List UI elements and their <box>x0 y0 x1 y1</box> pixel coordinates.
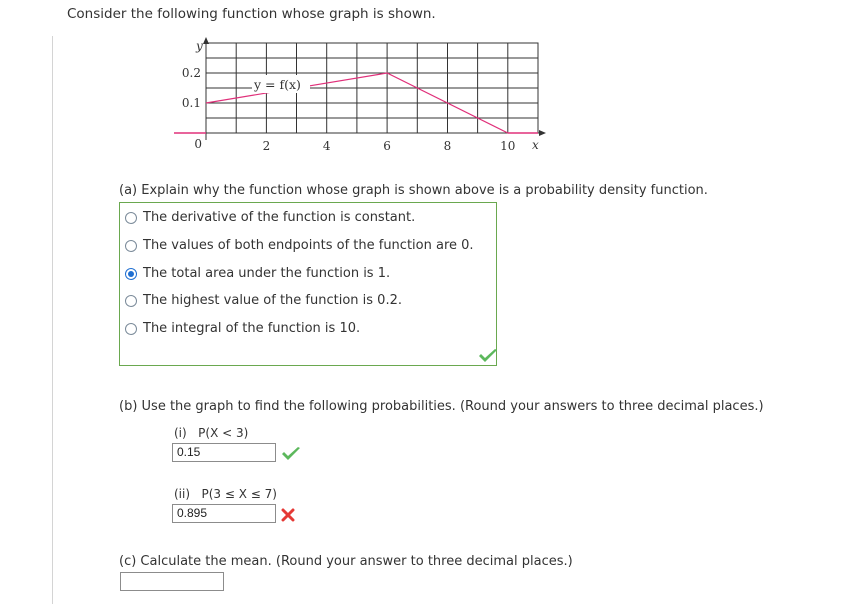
part-a-question: (a) Explain why the function whose graph is shown above is a probability density function. <box>119 183 708 198</box>
part-b-i-label <box>174 426 248 440</box>
radio-choice-5[interactable] <box>125 323 137 335</box>
cross-icon <box>281 508 295 522</box>
part-b-ii-expr: P(3 ≤ X ≤ 7) <box>201 487 277 501</box>
function-label: y = f(x) <box>254 77 301 92</box>
choice-highest-value[interactable] <box>125 293 402 308</box>
x-axis-label: x <box>532 138 539 152</box>
choice-derivative-constant[interactable] <box>125 210 415 225</box>
choice-label: The total area under the function is 1. <box>143 266 391 281</box>
part-c-question: (c) Calculate the mean. (Round your answer to three decimal places.) <box>119 554 573 569</box>
radio-choice-4[interactable] <box>125 295 137 307</box>
part-b-ii-label <box>174 487 277 501</box>
choice-total-area-one[interactable] <box>125 266 390 281</box>
part-b-i-expr: P(X < 3) <box>198 426 249 440</box>
radio-choice-2[interactable] <box>125 240 137 252</box>
x-tick-8: 8 <box>443 139 452 153</box>
answer-input-b-ii[interactable]: 0.895 <box>172 504 276 523</box>
y-tick-0-1: 0.1 <box>181 96 201 110</box>
answer-input-b-i[interactable]: 0.15 <box>172 443 276 462</box>
x-tick-10: 10 <box>500 139 516 153</box>
y-axis-label: y <box>196 39 203 53</box>
radio-choice-1[interactable] <box>125 212 137 224</box>
part-b-i-num: (i) <box>174 426 187 440</box>
choice-integral-ten[interactable] <box>125 321 360 336</box>
choice-label: The values of both endpoints of the function are 0. <box>143 238 474 253</box>
function-graph <box>170 36 550 160</box>
part-a-choices-box <box>119 202 497 366</box>
y-tick-0-2: 0.2 <box>181 66 201 80</box>
x-axis-arrow <box>539 130 546 136</box>
check-icon <box>281 447 301 461</box>
choice-label: The integral of the function is 10. <box>143 321 361 336</box>
y-tick-0: 0 <box>194 137 202 151</box>
x-tick-6: 6 <box>383 139 391 153</box>
problem-intro: Consider the following function whose graph is shown. <box>67 6 436 22</box>
x-tick-2: 2 <box>262 139 271 153</box>
radio-choice-3-selected[interactable] <box>125 268 137 280</box>
choice-label: The derivative of the function is constant. <box>143 210 416 225</box>
part-b-question: (b) Use the graph to find the following probabilities. (Round your answers to three decimal places.) <box>119 399 764 414</box>
choice-label: The highest value of the function is 0.2. <box>143 293 402 308</box>
choice-endpoints-zero[interactable] <box>125 238 474 253</box>
part-b-ii-num: (ii) <box>174 487 191 501</box>
check-icon <box>478 349 498 363</box>
left-margin-rule <box>52 36 53 604</box>
x-tick-4: 4 <box>322 139 331 153</box>
y-axis-arrow <box>203 37 209 44</box>
answer-input-c[interactable] <box>120 572 224 591</box>
